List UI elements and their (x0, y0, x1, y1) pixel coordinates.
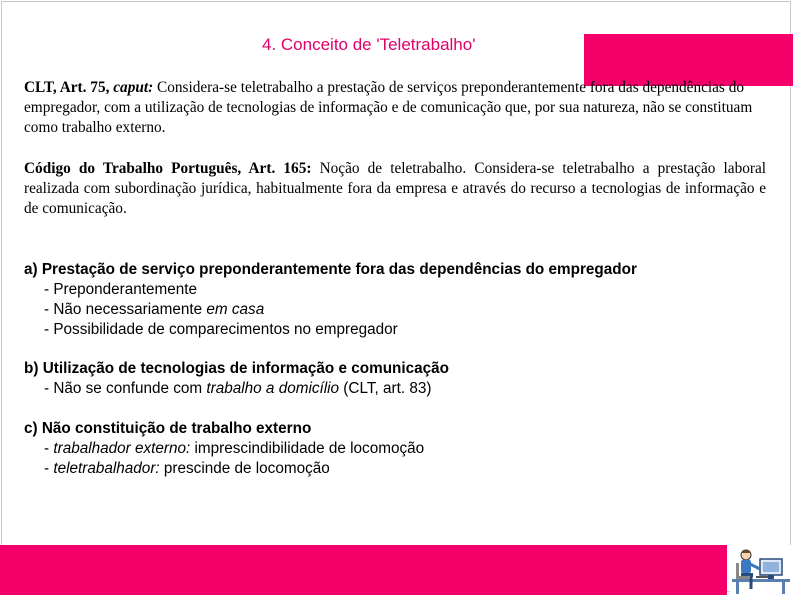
section-c-item-2-prefix: - (44, 460, 54, 477)
section-b-heading: b) Utilização de tecnologias de informação e comunicação (24, 360, 450, 377)
clt-label: CLT, Art. 75, (24, 79, 110, 96)
clt-text: Considera-se teletrabalho a prestação de serviços preponderantemente fora das dependências do empregador, com a utilização de tecnologias de informação e de comunicação que, por sua natureza, não se constituam como trabalho externo. (24, 79, 753, 136)
clt-paragraph (24, 78, 766, 138)
codigo-label: Código do Trabalho Português, Art. 165: (24, 160, 312, 177)
section-b-item-1 (24, 379, 774, 399)
codigo-text: Noção de teletrabalho. Considera-se teletrabalho a prestação laboral realizada com subordinação jurídica, habitualmente fora da empresa e através do recurso a tecnologias de informação e de comunicação. (24, 160, 767, 217)
section-c-item-2-suffix: prescinde de locomoção (159, 460, 330, 477)
clt-caput: caput: (113, 79, 154, 96)
section-a-heading: a) Prestação de serviço preponderantemente fora das dependências do empregador (24, 261, 637, 278)
section-c-item-1 (24, 439, 774, 459)
section-c-item-2-italic: teletrabalhador: (53, 460, 160, 477)
section-a-item-3: - Possibilidade de comparecimentos no empregador (44, 321, 398, 338)
section-a-item-2-italic: em casa (206, 301, 265, 318)
section-a-item-2-prefix: - Não necessariamente (44, 301, 207, 318)
slide-title: 4. Conceito de 'Teletrabalho' (262, 35, 476, 54)
section-c-item-2 (24, 459, 774, 479)
section-b-item-1-prefix: - Não se confunde com (44, 380, 207, 397)
section-c-item-1-prefix: - (44, 440, 54, 457)
bottom-accent-bar (0, 545, 727, 595)
person-at-computer-icon (730, 545, 794, 595)
section-a-item-2 (24, 300, 774, 320)
section-c (24, 419, 774, 479)
section-c-heading: c) Não constituição de trabalho externo (24, 420, 312, 437)
codigo-paragraph (24, 159, 766, 219)
section-c-item-1-italic: trabalhador externo: (53, 440, 191, 457)
section-b-item-1-italic: trabalho a domicílio (206, 380, 340, 397)
section-b-item-1-suffix: (CLT, art. 83) (339, 380, 432, 397)
section-a-item-1: - Preponderantemente (44, 281, 198, 298)
section-a (24, 260, 774, 340)
section-c-item-1-suffix: imprescindibilidade de locomoção (190, 440, 425, 457)
section-b (24, 359, 774, 399)
